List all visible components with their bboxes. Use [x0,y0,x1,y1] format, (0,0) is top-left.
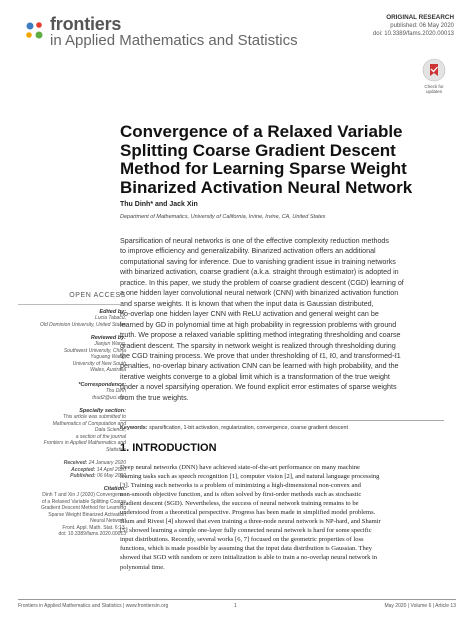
keywords [120,425,444,431]
footer-divider [18,599,456,600]
citation-line: of a Relaxed Variable Splitting Coarse [41,498,126,505]
body-line: understood from a theoretical perspective. Progress has been made in simplified model problems. [120,509,376,517]
section-heading: 1. INTRODUCTION [120,442,217,454]
published-label: Published: [70,473,96,479]
abstract-line: with binarized activation, coarse gradient (a.k.a. straight through estimator) is adopted in [120,268,399,277]
article-type: ORIGINAL RESEARCH [386,14,454,21]
article-meta [373,14,454,38]
abstract [120,236,444,403]
keywords-label: Keywords: [120,425,148,431]
body-line: functions, which is made possible by assuming that the input data distribution is Gaussian. They [120,545,372,553]
abstract-line: a one hidden layer convolutional neural network (CNN) with binarized activation function [120,289,399,298]
edited-by-label: Edited by: [99,309,126,315]
citation-line: Gradient Descent Method for Learning [40,505,126,511]
abstract-line: no-overlap one hidden layer CNN with ReLU activation and general weight can be [120,310,379,319]
brand-name: frontiers [50,14,122,34]
correspondence-block [18,382,126,401]
received-label: Received: [63,460,88,466]
footer-journal[interactable]: Frontiers in Applied Mathematics and Statistics | www.frontiersin.org [18,603,169,609]
journal-name: in Applied Mathematics and Statistics [50,32,298,49]
correspondence-label: *Correspondence: [78,382,126,388]
abstract-line: and sparse weights. It is known that when the input data is Gaussian distributed, [120,299,374,308]
affiliation: Department of Mathematics, University of California, Irvine, Irvine, CA, United States [120,214,326,220]
body-line: [5] showed learning a simple one-layer fully connected neural network is hard for some specific [120,527,372,535]
abstract-line: iterative weights converge to a global limit which is a transformation of the true weight [120,372,390,381]
article-doi[interactable]: doi: 10.3389/fams.2020.00013 [372,31,454,37]
citation-line: Sparse Weight Binarized Activation [48,511,126,518]
frontiers-logo-icon [24,20,46,42]
reviewer-line: University of New South [72,360,126,367]
edited-by-block [18,309,126,328]
specialty-line: Frontiers in Applied Mathematics and [43,440,126,446]
editor-line: Old Dominion University, United States [39,321,126,328]
article-title [120,123,460,197]
specialty-line: a section of the journal [75,433,126,440]
citation-doi[interactable]: doi: 10.3389/fams.2020.00013 [58,531,126,537]
editor-line: Lucia Tabacu, [95,315,126,321]
citation-block [18,486,126,538]
intro-text [120,463,448,572]
specialty-line: This article was submitted to [62,414,126,420]
open-access-label: OPEN ACCESS [69,292,126,299]
published-date-side [18,473,126,480]
body-line: non-smooth objective function, and is often solved by first-order methods such as stochastic [120,491,362,499]
accepted-label: Accepted: [71,466,96,473]
accepted-value: 14 April 2020 [96,466,126,473]
check-updates-icon[interactable] [422,58,446,82]
specialty-block [18,408,126,453]
abstract-line: under a novel sparsifying operation. We found explicit error estimates of sparse weights [120,383,397,392]
body-line: Deep neural networks (DNN) have achieved state-of-the-art performance on many machine [120,464,360,471]
reviewer-line: Southwest University, China [63,347,126,354]
abstract-line: the CGD training process. We prove that under thresholding of ℓ1, ℓ0, and transformed-ℓ1 [120,351,401,360]
footer-issue: May 2020 | Volume 6 | Article 13 [384,603,456,609]
title-line: Splitting Coarse Gradient Descent [120,140,396,160]
specialty-line: Mathematics of Computation and [52,420,126,427]
abstract-line: Sparsification of neural networks is one of the effective complexity reduction methods [120,237,389,245]
citation-line: Front. Appl. Math. Stat. 6:13. [62,524,126,531]
title-line: Convergence of a Relaxed Variable [120,122,403,141]
specialty-line: Statistics [105,446,126,453]
body-line: showed that SGD with random or zero initialization is able to train a no-overlap neural network in [120,554,378,562]
abstract-line: learned by GD in polynomial time at high probability in regression problems with ground [120,320,397,329]
body-line: learning tasks such as speech recognition [1], computer vision [2], and natural language processing [120,473,380,481]
abstract-line: from the true weights. [120,393,189,402]
abstract-line: gradient descent. The sparsity in network weight is realized through thresholding during [120,341,396,350]
authors[interactable]: Thu Dinh* and Jack Xin [120,201,198,208]
reviewer-line: Wales, Australia [90,367,126,373]
specialty-line: Data Science, [94,427,126,433]
reviewer-line: Yuguang Wang, [90,354,126,360]
received-value: 24 January 2020 [88,460,126,466]
abstract-line: to improve efficiency and generalizability. Binarized activation offers an additional [120,247,376,256]
published-date: published: 06 May 2020 [390,23,454,29]
body-line: [3]. Training such networks is a problem of minimizing a high-dimensional non-convex and [120,482,361,490]
reviewed-by-label: Reviewed by: [90,335,126,341]
reviewed-by-block [18,335,126,374]
body-line: polynomial time. [120,563,165,571]
body-line: input distributions. Recently, several works [6, 7] focused on the geometric properties of loss [120,536,364,544]
title-line: Method for Learning Sparse Weight [120,159,407,178]
dates-block [18,460,126,480]
abstract-line: practice. In this paper, we study the problem of coarse gradient descent (CGD) learning of [120,278,404,287]
citation-line: Dinh T and Xin J (2020) Convergence [42,492,126,498]
correspondence-email[interactable]: thud2@uci.edu [92,394,126,401]
citation-line: Neural Network. [90,518,126,524]
divider [120,420,444,421]
check-updates-label: Check for updates [424,84,444,94]
page-number: 1 [234,603,237,609]
divider [18,304,126,305]
body-line: Blum and Rivest [4] showed that even training a three-node neural network is NP-hard, and Shamir [120,518,381,526]
specialty-label: Specialty section: [79,408,126,414]
correspondence-name: Thu Dinh [105,388,126,394]
abstract-line: truth. We propose a relaxed variable splitting method integrating thresholding and coarse [120,331,401,340]
reviewer-line: Jianjun Wang, [94,341,126,347]
abstract-line: penalties, no-overlap binary activation CNN can be learned with high probability, and the [120,362,399,371]
keywords-text: sparsification, 1-bit activation, regularization, convergence, coarse gradient descent [149,425,349,431]
citation-label: Citation: [103,486,126,492]
published-value: 06 May 2020 [97,473,126,479]
abstract-line: computational saving for inference. Due to vanishing gradient issue in training networks [120,257,396,266]
body-line: gradient descent (SGD). Nevertheless, the success of neural network training remains to be [120,500,359,508]
title-line: Binarized Activation Neural Network [120,177,413,197]
